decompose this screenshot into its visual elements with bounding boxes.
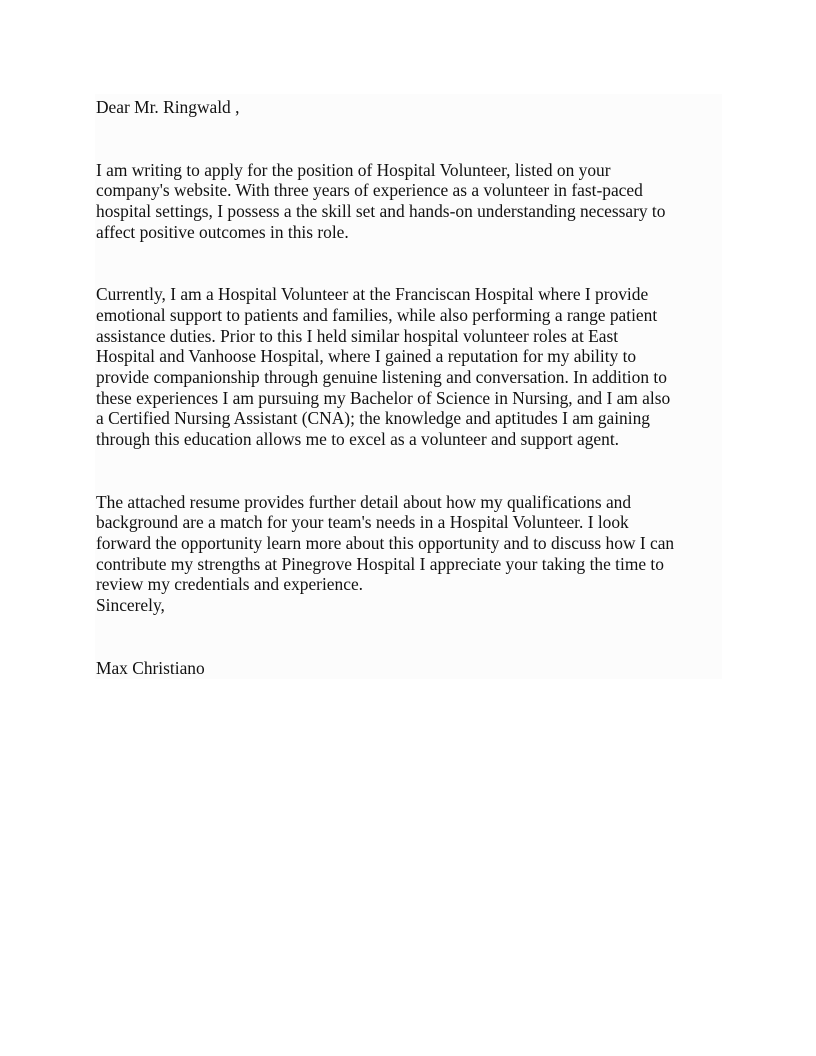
paragraph-3-line-3: forward the opportunity learn more about this opportunity and to discuss how I can (96, 533, 675, 553)
paragraph-2-line-6: these experiences I am pursuing my Bachelor of Science in Nursing, and I am also (96, 388, 671, 408)
paragraph-1-line-3: hospital settings, I possess a the skill set and hands-on understanding necessary to (96, 201, 666, 221)
signature-name: Max Christiano (96, 658, 205, 678)
paragraph-1-line-1: I am writing to apply for the position of Hospital Volunteer, listed on your (96, 160, 611, 180)
paragraph-1-line-2: company's website. With three years of experience as a volunteer in fast-paced (96, 180, 643, 200)
paragraph-2-line-7: a Certified Nursing Assistant (CNA); the knowledge and aptitudes I am gaining (96, 408, 650, 428)
paragraph-2-line-3: assistance duties. Prior to this I held similar hospital volunteer roles at East (96, 326, 619, 346)
paragraph-2-line-4: Hospital and Vanhoose Hospital, where I gained a reputation for my ability to (96, 346, 637, 366)
paragraph-1-line-4: affect positive outcomes in this role. (96, 222, 349, 242)
paragraph-3-line-4: contribute my strengths at Pinegrove Hospital I appreciate your taking the time to (96, 554, 664, 574)
paragraph-2-line-1: Currently, I am a Hospital Volunteer at the Franciscan Hospital where I provide (96, 284, 649, 304)
paragraph-3-line-5: review my credentials and experience. (96, 574, 364, 594)
paragraph-3-line-2: background are a match for your team's needs in a Hospital Volunteer. I look (96, 512, 629, 532)
closing: Sincerely, (96, 595, 165, 615)
paragraph-3-line-1: The attached resume provides further detail about how my qualifications and (96, 492, 632, 512)
paragraph-2-line-2: emotional support to patients and families, while also performing a range patient (96, 305, 658, 325)
paragraph-2-line-8: through this education allows me to excel as a volunteer and support agent. (96, 429, 620, 449)
salutation: Dear Mr. Ringwald , (96, 97, 240, 117)
paragraph-2-line-5: provide companionship through genuine listening and conversation. In addition to (96, 367, 667, 387)
cover-letter (95, 94, 722, 679)
